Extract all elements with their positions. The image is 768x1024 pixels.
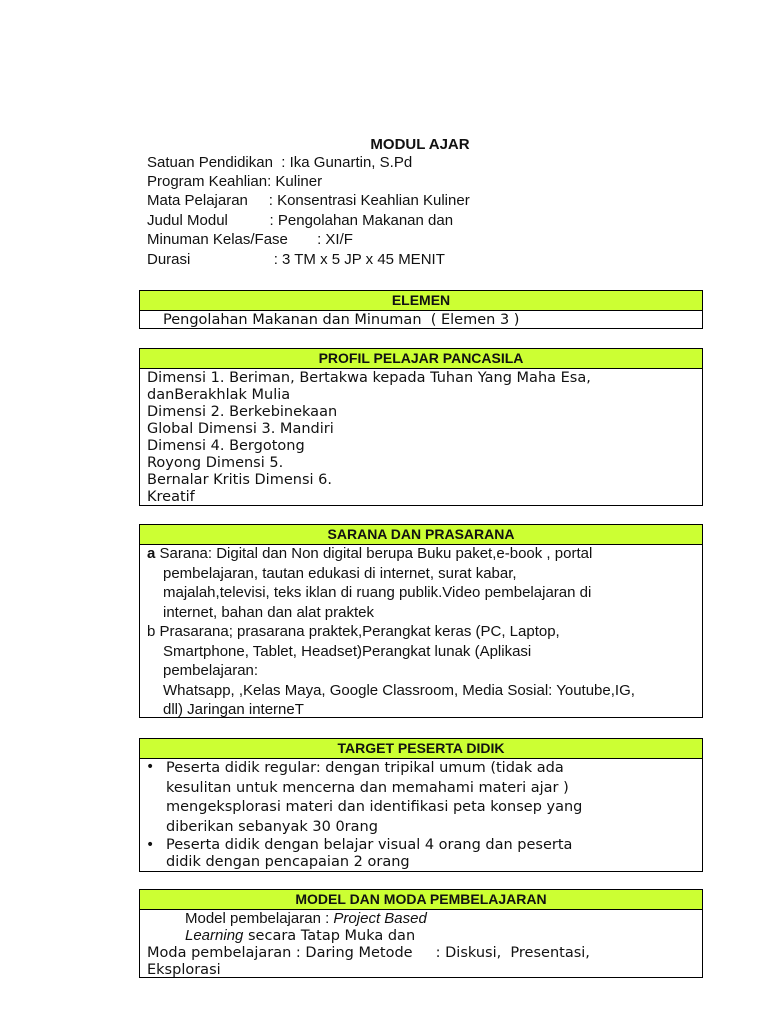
profil-line: Bernalar Kritis Dimensi 6.	[147, 472, 332, 488]
sarana-line: pembelajaran, tautan edukasi di internet, surat kabar,	[163, 564, 517, 582]
model-box	[139, 889, 703, 978]
profil-line: Kreatif	[147, 489, 195, 505]
target-line: Peserta didik regular: dengan tripikal umum (tidak ada	[166, 760, 564, 776]
model-prefix: Model pembelajaran :	[185, 910, 334, 927]
sarana-line: internet, bahan dan alat praktek	[163, 603, 374, 621]
profil-line: Dimensi 4. Bergotong	[147, 438, 305, 454]
sarana-line: Smartphone, Tablet, Headset)Perangkat lunak (Aplikasi	[163, 642, 532, 660]
target-heading: TARGET PESERTA DIDIK	[140, 739, 702, 759]
target-line: diberikan sebanyak 30 0rang	[166, 818, 378, 835]
target-box	[139, 738, 703, 872]
profil-line: danBerakhlak Mulia	[147, 387, 291, 403]
model-line-1	[185, 910, 427, 927]
elemen-text: Pengolahan Makanan dan Minuman ( Elemen 3 )	[163, 312, 520, 328]
info-judul-modul: Judul Modul : Pengolahan Makanan dan	[147, 212, 454, 229]
sarana-line: majalah,televisi, teks iklan di ruang publik.Video pembelajaran di	[163, 584, 592, 601]
target-line: Peserta didik dengan belajar visual 4 orang dan peserta	[166, 837, 573, 853]
bullet-icon: •	[146, 837, 155, 853]
profil-line: Dimensi 2. Berkebinekaan	[147, 404, 338, 420]
sarana-line: pembelajaran:	[163, 662, 259, 679]
info-program-keahlian: Program Keahlian: Kuliner	[147, 173, 323, 190]
model-line-3: Moda pembelajaran : Daring Metode : Diskusi, Presentasi,	[147, 945, 590, 961]
sarana-line: Whatsapp, ,Kelas Maya, Google Classroom, Media Sosial: Youtube,IG,	[163, 681, 635, 699]
elemen-box	[139, 290, 703, 329]
info-durasi: Durasi : 3 TM x 5 JP x 45 MENIT	[147, 251, 445, 268]
profil-heading: PROFIL PELAJAR PANCASILA	[140, 349, 702, 369]
model-learning-italic: Learning	[185, 927, 244, 944]
model-line-4: Eksplorasi	[147, 962, 221, 978]
sarana-box	[139, 524, 703, 718]
sarana-line: dll) Jaringan interneT	[163, 701, 304, 718]
sarana-label-a: a	[147, 545, 156, 562]
model-line-2	[185, 927, 415, 945]
info-kelas-fase: Minuman Kelas/Fase : XI/F	[147, 231, 353, 248]
document-title: MODUL AJAR	[370, 136, 470, 153]
sarana-text-a: Sarana: Digital dan Non digital berupa Buku paket,e-book , portal	[155, 545, 593, 562]
target-line: kesulitan untuk mencerna dan memahami materi ajar )	[166, 779, 569, 796]
profil-line: Global Dimensi 3. Mandiri	[147, 421, 334, 437]
model-pbl-italic: Project Based	[333, 910, 427, 927]
bullet-icon: •	[146, 759, 155, 775]
profil-box	[139, 348, 703, 506]
sarana-line-b: b Prasarana; prasarana praktek,Perangkat keras (PC, Laptop,	[147, 623, 560, 640]
elemen-heading: ELEMEN	[140, 291, 702, 311]
model-heading: MODEL DAN MODA PEMBELAJARAN	[140, 890, 702, 910]
sarana-line-a	[147, 544, 592, 564]
profil-line: Dimensi 1. Beriman, Bertakwa kepada Tuhan Yang Maha Esa,	[147, 370, 591, 386]
model-line-2-rest: secara Tatap Muka dan	[243, 928, 416, 944]
target-line: mengeksplorasi materi dan identifikasi peta konsep yang	[166, 799, 583, 815]
profil-line: Royong Dimensi 5.	[147, 455, 284, 471]
sarana-heading: SARANA DAN PRASARANA	[140, 525, 702, 545]
info-satuan-pendidikan: Satuan Pendidikan : Ika Gunartin, S.Pd	[147, 154, 413, 171]
info-mata-pelajaran: Mata Pelajaran : Konsentrasi Keahlian Kuliner	[147, 192, 470, 209]
target-line: didik dengan pencapaian 2 orang	[166, 854, 410, 870]
